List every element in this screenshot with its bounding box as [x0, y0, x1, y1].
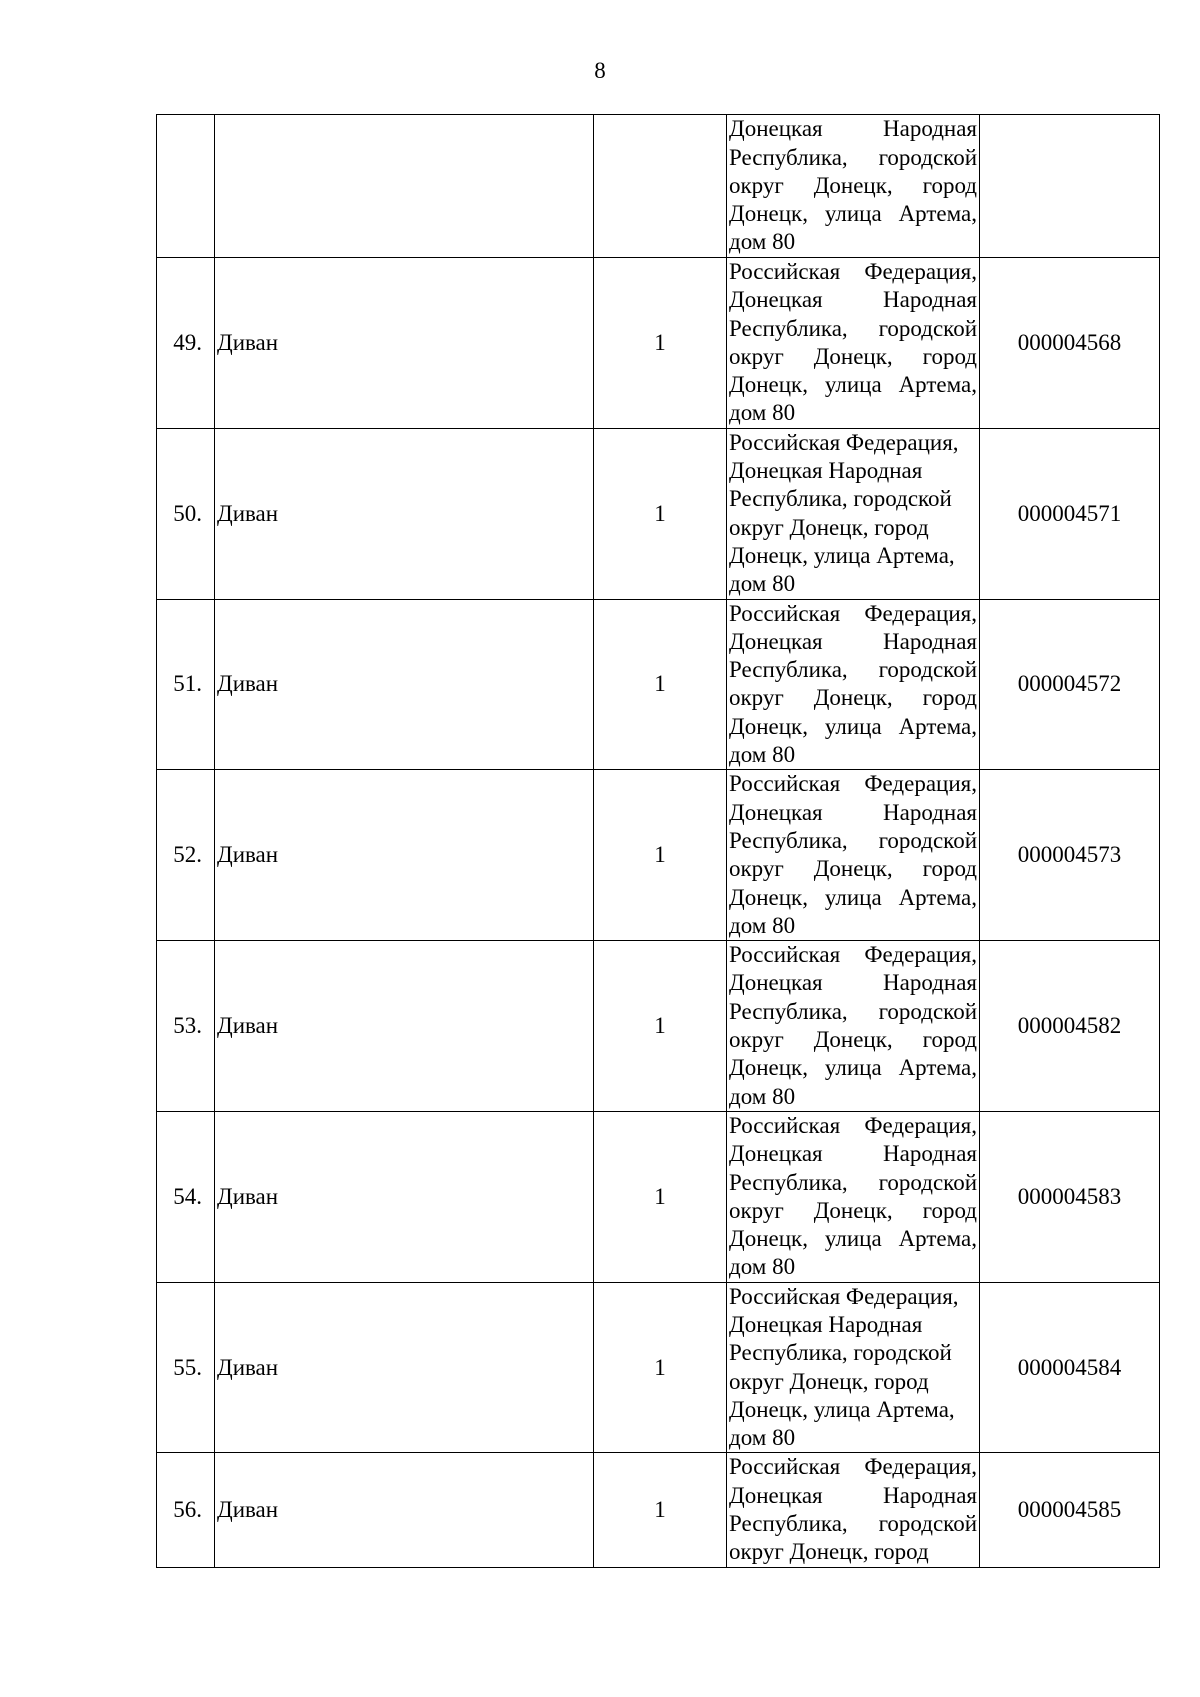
row-number-cell: 49. [157, 258, 215, 429]
quantity-cell: 1 [594, 941, 727, 1112]
quantity-cell: 1 [594, 599, 727, 770]
address-text: Российская Федерация, Донецкая Народная Республика, городской округ Донецк, город Донецк, улица Артема, дом 80 [729, 429, 959, 597]
quantity-cell: 1 [594, 1453, 727, 1567]
inventory-number-cell [980, 115, 1160, 258]
table-row [157, 428, 1160, 599]
inventory-number-cell: 000004572 [980, 599, 1160, 770]
inventory-number-cell: 000004585 [980, 1453, 1160, 1567]
inventory-number-cell: 000004573 [980, 770, 1160, 941]
address-cell [727, 941, 980, 1112]
address-text: Российская Федерация, Донецкая Народная Республика, городской округ Донецк, город Донецк, улица Артема, дом 80 [729, 1283, 959, 1451]
address-text: Российская Федерация, Донецкая Народная Республика, городской округ Донецк, город Донецк, улица Артема, дом 80 [729, 1112, 977, 1280]
row-number-cell [157, 115, 215, 258]
table-row [157, 1111, 1160, 1282]
address-text: Российская Федерация, Донецкая Народная Республика, городской округ Донецк, город Донецк, улица Артема, дом 80 [729, 600, 977, 768]
quantity-cell: 1 [594, 770, 727, 941]
quantity-cell [594, 115, 727, 258]
page-number: 8 [594, 58, 606, 83]
row-number-cell: 51. [157, 599, 215, 770]
table-row [157, 599, 1160, 770]
quantity-cell: 1 [594, 1111, 727, 1282]
item-name-cell: Диван [215, 428, 594, 599]
inventory-table [156, 114, 1160, 1568]
item-name-cell [215, 115, 594, 258]
row-number-cell: 50. [157, 428, 215, 599]
item-name-cell: Диван [215, 1111, 594, 1282]
table-row [157, 1282, 1160, 1453]
address-text: Российская Федерация, Донецкая Народная Республика, городской округ Донецк, город Донецк, улица Артема, дом 80 [729, 942, 977, 1109]
table-row [157, 941, 1160, 1112]
quantity-cell: 1 [594, 258, 727, 429]
table-row [157, 115, 1160, 258]
address-cell [727, 770, 980, 941]
item-name-cell: Диван [215, 1282, 594, 1453]
row-number-cell: 56. [157, 1453, 215, 1567]
quantity-cell: 1 [594, 1282, 727, 1453]
address-cell [727, 115, 980, 258]
address-cell [727, 428, 980, 599]
table-row [157, 258, 1160, 429]
item-name-cell: Диван [215, 770, 594, 941]
address-text: Донецкая Народная Республика, городской округ Донецк, город Донецк, улица Артема, дом 80 [729, 116, 977, 255]
address-cell [727, 1111, 980, 1282]
inventory-number-cell: 000004582 [980, 941, 1160, 1112]
item-name-cell: Диван [215, 599, 594, 770]
address-cell [727, 1453, 980, 1567]
item-name-cell: Диван [215, 941, 594, 1112]
address-text: Российская Федерация, Донецкая Народная Республика, городской округ Донецк, город [729, 1454, 977, 1565]
inventory-number-cell: 000004568 [980, 258, 1160, 429]
address-text: Российская Федерация, Донецкая Народная Республика, городской округ Донецк, город Донецк, улица Артема, дом 80 [729, 259, 977, 426]
table-row [157, 1453, 1160, 1567]
inventory-number-cell: 000004583 [980, 1111, 1160, 1282]
inventory-number-cell: 000004571 [980, 428, 1160, 599]
row-number-cell: 53. [157, 941, 215, 1112]
address-cell [727, 1282, 980, 1453]
address-cell [727, 258, 980, 429]
table-row [157, 770, 1160, 941]
quantity-cell: 1 [594, 428, 727, 599]
item-name-cell: Диван [215, 1453, 594, 1567]
address-cell [727, 599, 980, 770]
row-number-cell: 55. [157, 1282, 215, 1453]
address-text: Российская Федерация, Донецкая Народная Республика, городской округ Донецк, город Донецк, улица Артема, дом 80 [729, 771, 977, 938]
item-name-cell: Диван [215, 258, 594, 429]
row-number-cell: 52. [157, 770, 215, 941]
inventory-number-cell: 000004584 [980, 1282, 1160, 1453]
row-number-cell: 54. [157, 1111, 215, 1282]
